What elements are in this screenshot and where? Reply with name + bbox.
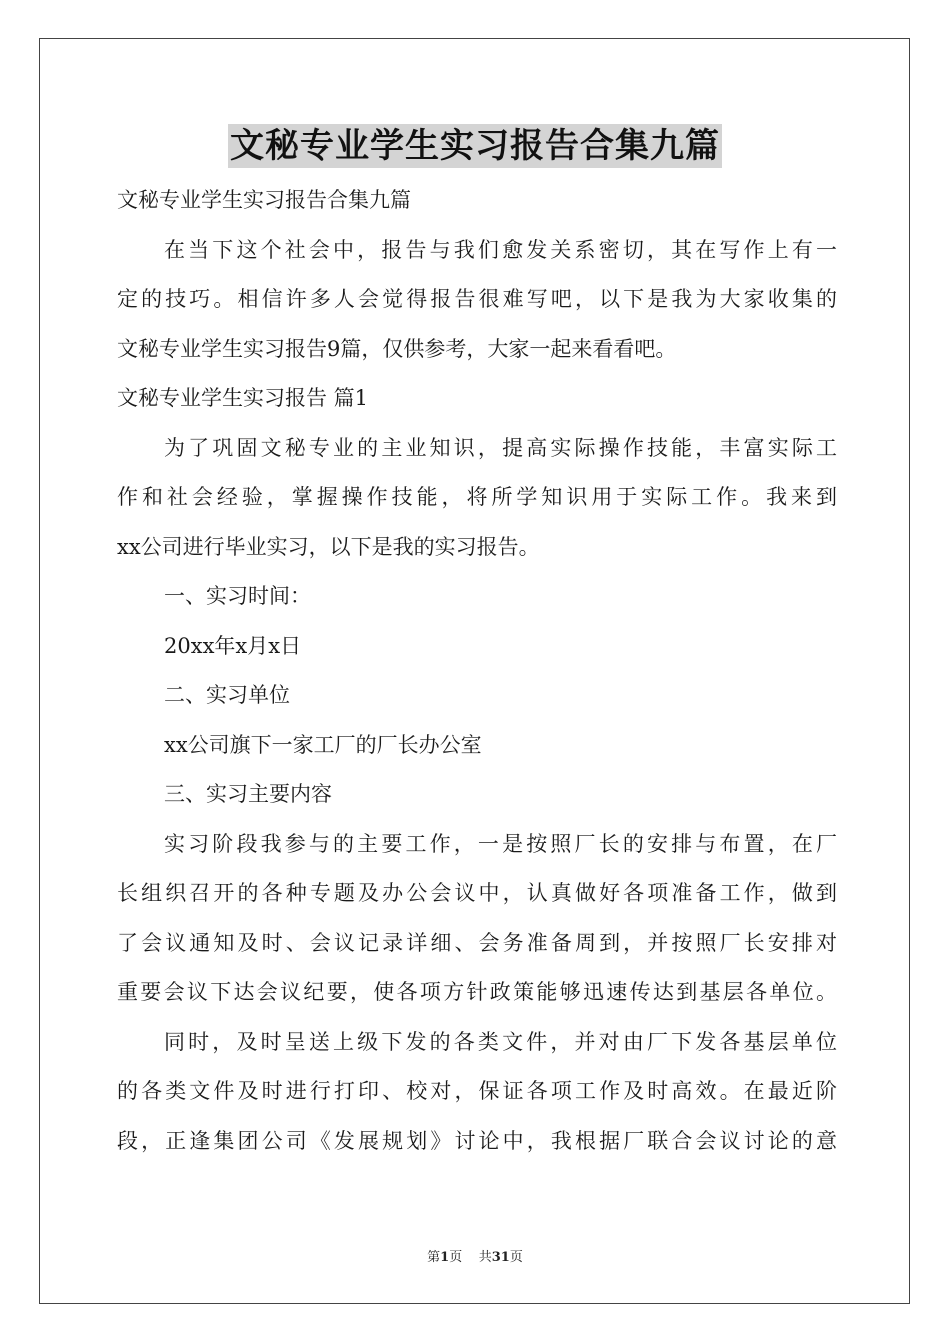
document-title: 文秘专业学生实习报告合集九篇 (230, 126, 720, 166)
total-pages: 31 (491, 1250, 510, 1265)
text-line: 定的技巧。相信许多人会觉得报告很难写吧，以下是我为大家收集的 (117, 287, 837, 311)
text-line: 二、实习单位 (164, 683, 290, 707)
text-line: 文秘专业学生实习报告9篇，仅供参考，大家一起来看看吧。 (117, 336, 677, 361)
text-line: 20xx年x月x日 (164, 633, 302, 658)
text-line: 长组织召开的各种专题及办公会议中，认真做好各项准备工作，做到 (117, 881, 837, 905)
text-line: 的各类文件及时进行打印、校对，保证各项工作及时高效。在最近阶 (117, 1079, 837, 1103)
page-suffix: 页 (449, 1250, 463, 1265)
text-line: 同时，及时呈送上级下发的各类文件，并对由厂下发各基层单位 (164, 1029, 837, 1054)
page-prefix: 第 (427, 1250, 441, 1265)
text-line: 在当下这个社会中，报告与我们愈发关系密切，其在写作上有一 (164, 237, 837, 262)
text-line: 重要会议下达会议纪要，使各项方针政策能够迅速传达到基层各单位。 (117, 980, 837, 1004)
text-line: 三、实习主要内容 (164, 782, 332, 806)
text-line: 作和社会经验，掌握操作技能，将所学知识用于实际工作。我来到 (117, 485, 837, 509)
page-number: 1 (440, 1250, 450, 1265)
total-suffix: 页 (509, 1250, 523, 1265)
text-line: 一、实习时间： (164, 584, 311, 608)
title-container (0, 124, 950, 168)
text-line: 了会议通知及时、会议记录详细、会务准备周到，并按照厂长安排对 (117, 930, 837, 955)
total-prefix: 共 (478, 1250, 492, 1265)
document-body (117, 176, 837, 1166)
page-footer (0, 1246, 950, 1265)
text-line: 为了巩固文秘专业的主业知识，提高实际操作技能，丰富实际工 (164, 435, 837, 460)
text-line: 文秘专业学生实习报告 篇1 (117, 386, 369, 410)
text-line: xx公司进行毕业实习，以下是我的实习报告。 (117, 534, 540, 559)
text-line: 实习阶段我参与的主要工作，一是按照厂长的安排与布置，在厂 (164, 831, 837, 856)
text-line: 段，正逢集团公司《发展规划》讨论中，我根据厂联合会议讨论的意 (117, 1128, 837, 1153)
text-line: 文秘专业学生实习报告合集九篇 (117, 188, 411, 212)
text-line: xx公司旗下一家工厂的厂长办公室 (164, 732, 482, 757)
